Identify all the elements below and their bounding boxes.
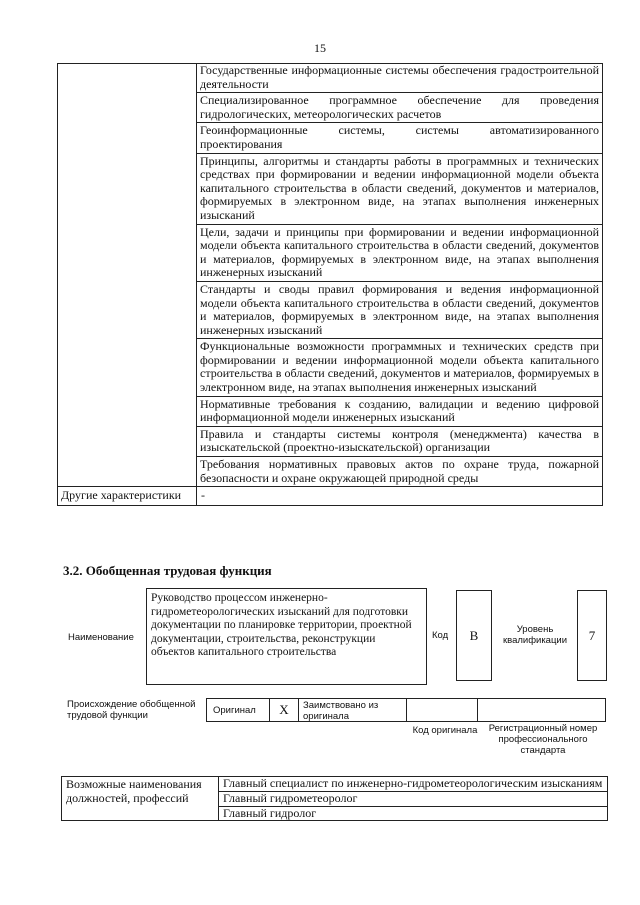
- position-item: Главный гидролог: [219, 806, 607, 821]
- knowledge-table: [57, 63, 603, 506]
- other-characteristics-value: -: [201, 488, 205, 503]
- registration-caption: Регистрационный номер профессионального стандарта: [488, 723, 598, 756]
- function-name-box: Руководство процессом инженерно-гидрометеорологических изысканий для подготовки документации по планировке территории, проектной документации, строительства, реконструкции объектов капитального строительства: [146, 588, 427, 685]
- level-label: Уровень квалификации: [502, 624, 568, 646]
- original-label: Оригинал: [206, 698, 270, 722]
- other-characteristics-label: Другие характеристики: [58, 487, 197, 505]
- knowledge-item: Нормативные требования к созданию, валидации и ведению цифровой информационной модели инженерных изысканий: [197, 396, 602, 426]
- code-label: Код: [432, 630, 449, 641]
- position-item: Главный гидрометеоролог: [219, 791, 607, 806]
- page-number: 15: [314, 41, 326, 55]
- knowledge-item: Государственные информационные системы обеспечения градостроительной деятельности: [200, 63, 599, 91]
- positions-label: Возможные наименования должностей, профессий: [62, 777, 219, 820]
- code-box: B: [456, 590, 492, 681]
- knowledge-item: Цели, задачи и принципы при формировании и ведении информационной модели объекта капитального строительства в области сведений, документов и материалов, формируемых в электронном виде, на этапах выполнения инженерных изысканий: [197, 224, 602, 281]
- knowledge-item: Требования нормативных правовых актов по охране труда, пожарной безопасности и охране окружающей природной среды: [197, 456, 602, 486]
- registration-number-cell: [477, 698, 606, 722]
- knowledge-item: Принципы, алгоритмы и стандарты работы в программных и технических средствах при формировании и ведении информационной модели объекта капитального строительства в области сведений, документов и материалов, формируемых в электронном виде, на этапах выполнения инженерных изысканий: [197, 153, 602, 224]
- positions-table: [61, 776, 608, 821]
- origin-strip: [206, 698, 605, 722]
- knowledge-item: Стандарты и своды правил формирования и ведения информационной модели объекта капитального строительства в области сведений, документов и материалов, формируемых в электронном виде, на этапах выполнения инженерных изысканий: [197, 281, 602, 338]
- position-item: Главный специалист по инженерно-гидрометеорологическим изысканиям: [223, 776, 603, 790]
- knowledge-item: Правила и стандарты системы контроля (менеджмента) качества в изыскательской (проектно-изыскательской) организации: [197, 426, 602, 456]
- positions-items: [219, 777, 607, 820]
- code-original-caption: Код оригинала: [412, 725, 478, 736]
- knowledge-row: [57, 63, 603, 487]
- knowledge-item: Специализированное программное обеспечение для проведения гидрологических, метеорологических расчетов: [197, 92, 602, 122]
- knowledge-items-cell: [197, 64, 602, 486]
- section-title: 3.2. Обобщенная трудовая функция: [63, 563, 272, 578]
- knowledge-label-cell: [58, 64, 197, 486]
- knowledge-item: Функциональные возможности программных и технических средств при формировании и ведении информационной модели объекта капитального строительства в области сведений, документов и материалов, формируемых в электронном виде, на этапах выполнения инженерных изысканий: [197, 338, 602, 395]
- knowledge-item: Геоинформационные системы, системы автоматизированного проектирования: [197, 122, 602, 152]
- name-label: Наименование: [68, 632, 134, 643]
- original-mark: X: [269, 698, 299, 722]
- other-characteristics-row: [57, 487, 603, 506]
- level-box: 7: [577, 590, 607, 681]
- origin-label: Происхождение обобщенной трудовой функции: [67, 699, 196, 721]
- original-code-cell: [406, 698, 478, 722]
- borrowed-label: Заимствовано из оригинала: [298, 698, 407, 722]
